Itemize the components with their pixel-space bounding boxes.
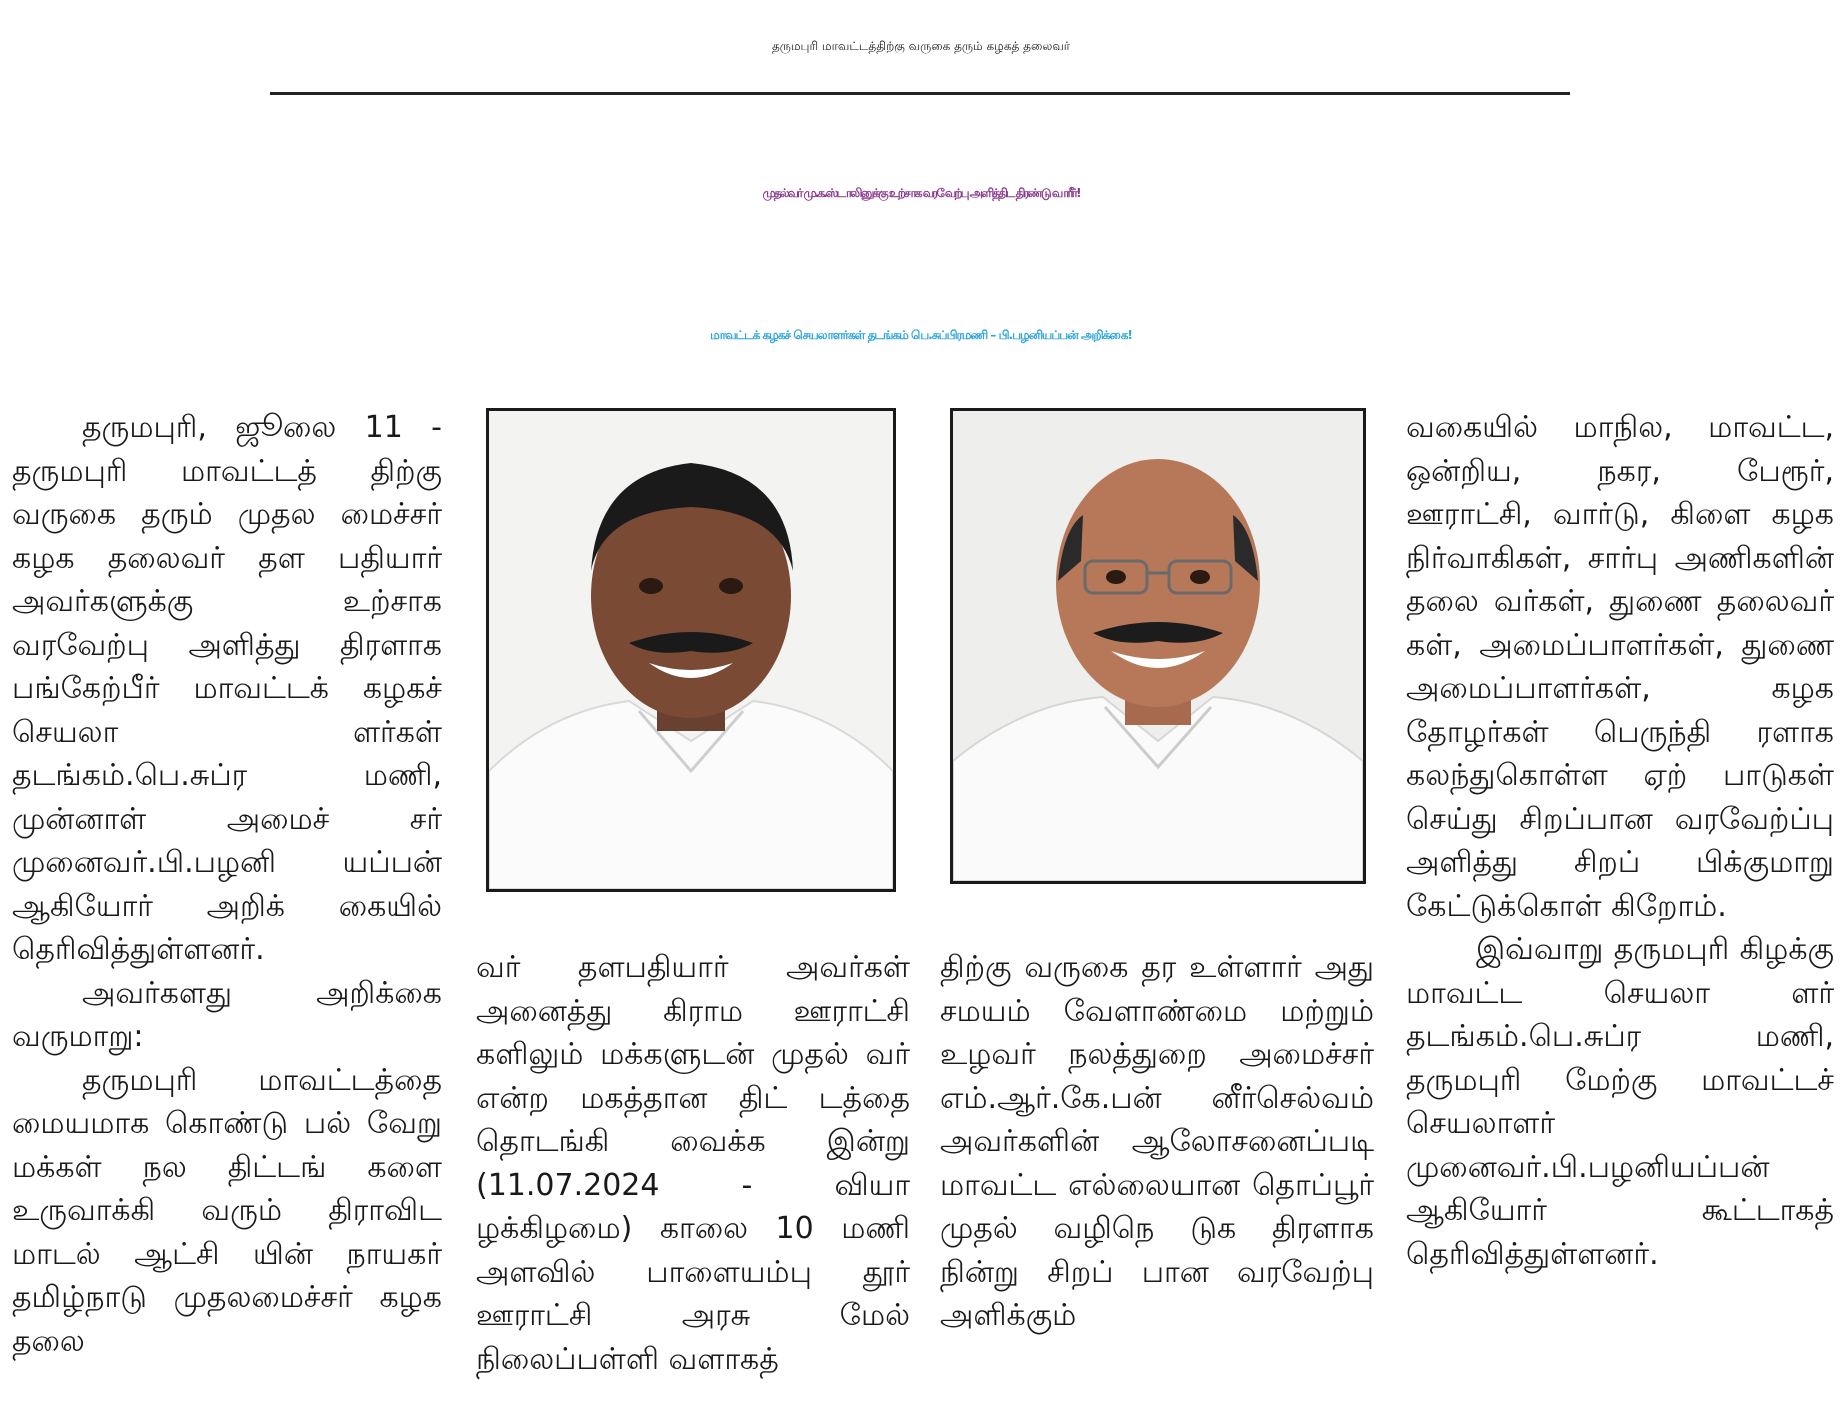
kicker-underline [270, 92, 1570, 95]
column-1-paragraph-1: தருமபுரி, ஜூலை 11 - தருமபுரி மாவட்டத் திற்கு வருகை தரும் முதல மைச்சர் கழக தலைவர் தள பதியார் அவர்களுக்கு உற்சாக வரவேற்பு அளித்து திரளாக பங்கேற்பீர் மாவட்டக் கழகச் செயலா ளர்கள் தடங்கம்.பெ.சுப்ர மணி, முன்னாள் அமைச் சர் முனைவர்.பி.பழனி யப்பன் ஆகியோர் அறிக் கையில் தெரிவித்துள்ளனர். [12, 410, 442, 967]
portrait-2-illustration [953, 411, 1363, 881]
headline: முதல்வர் மு.க.ஸ்டாலினுக்கு உற்சாக வரவேற்பு அளித்திட திரண்டு வாரீர்! [762, 186, 1080, 200]
portrait-photo-palaniappan [950, 408, 1366, 884]
article-column-4 [1406, 406, 1834, 1396]
kicker: தருமபுரி மாவட்டத்திற்கு வருகை தரும் கழகத் தலைவர் [771, 39, 1071, 53]
column-1-paragraph-2: அவர்களது அறிக்கை வருமாறு: [12, 975, 442, 1054]
portrait-1-illustration [489, 411, 893, 889]
column-4-paragraph-2: இவ்வாறு தருமபுரி கிழக்கு மாவட்ட செயலா ளர் தடங்கம்.பெ.சுப்ர மணி, தருமபுரி மேற்கு மாவட்டச் செயலாளர் முனைவர்.பி.பழனியப்பன் ஆகியோர் கூட்டாகத் தெரிவித்துள்ளனர். [1406, 932, 1834, 1272]
column-3-paragraph-1: திற்கு வருகை தர உள்ளார் அது சமயம் வேளாண்மை மற்றும் உழவர் நலத்துறை அமைச்சர் எம்.ஆர்.கே.பன் னீர்செல்வம் அவர்களின் ஆலோசனைப்படி மாவட்ட எல்லையான தொப்பூர் முதல் வழிநெ டுக திரளாக நின்று சிறப் பான வரவேற்பு அளிக்கும் [940, 950, 1374, 1333]
column-4-paragraph-1: வகையில் மாநில, மாவட்ட, ஒன்றிய, நகர, பேரூர், ஊராட்சி, வார்டு, கிளை கழக நிர்வாகிகள், சார்பு அணிகளின் தலை வர்கள், துணை தலைவர் கள், அமைப்பாளர்கள், துணை அமைப்பாளர்கள், கழக தோழர்கள் பெருந்தி ரளாக கலந்துகொள்ள ஏற் பாடுகள் செய்து சிறப்பான வரவேற்ப்பு அளித்து சிறப் பிக்குமாறு கேட்டுக்கொள் கிறோம். [1406, 410, 1834, 924]
article-column-2 [476, 946, 910, 1396]
subhead: மாவட்டக் கழகச் செயலாளர்கள் தடங்கம் பெ.சுப்பிரமணி – பி.பழனியப்பன் அறிக்கை! [710, 328, 1132, 342]
portrait-photo-subramani [486, 408, 896, 892]
column-1-paragraph-3: தருமபுரி மாவட்டத்தை மையமாக கொண்டு பல் வேறு மக்கள் நல திட்டங் களை உருவாக்கி வரும் திராவிட மாடல் ஆட்சி யின் நாயகர் தமிழ்நாடு முதலமைச்சர் கழக தலை [12, 1062, 442, 1359]
article-column-1 [12, 406, 442, 1396]
article-column-3 [940, 946, 1374, 1396]
column-2-paragraph-1: வர் தளபதியார் அவர்கள் அனைத்து கிராம ஊராட்சி களிலும் மக்களுடன் முதல் வர் என்ற மகத்தான திட் டத்தை தொடங்கி வைக்க இன்று (11.07.2024 - வியா ழக்கிழமை) காலை 10 மணி அளவில் பாளையம்பு தூர் ஊராட்சி அரசு மேல் நிலைப்பள்ளி வளாகத் [476, 950, 910, 1377]
